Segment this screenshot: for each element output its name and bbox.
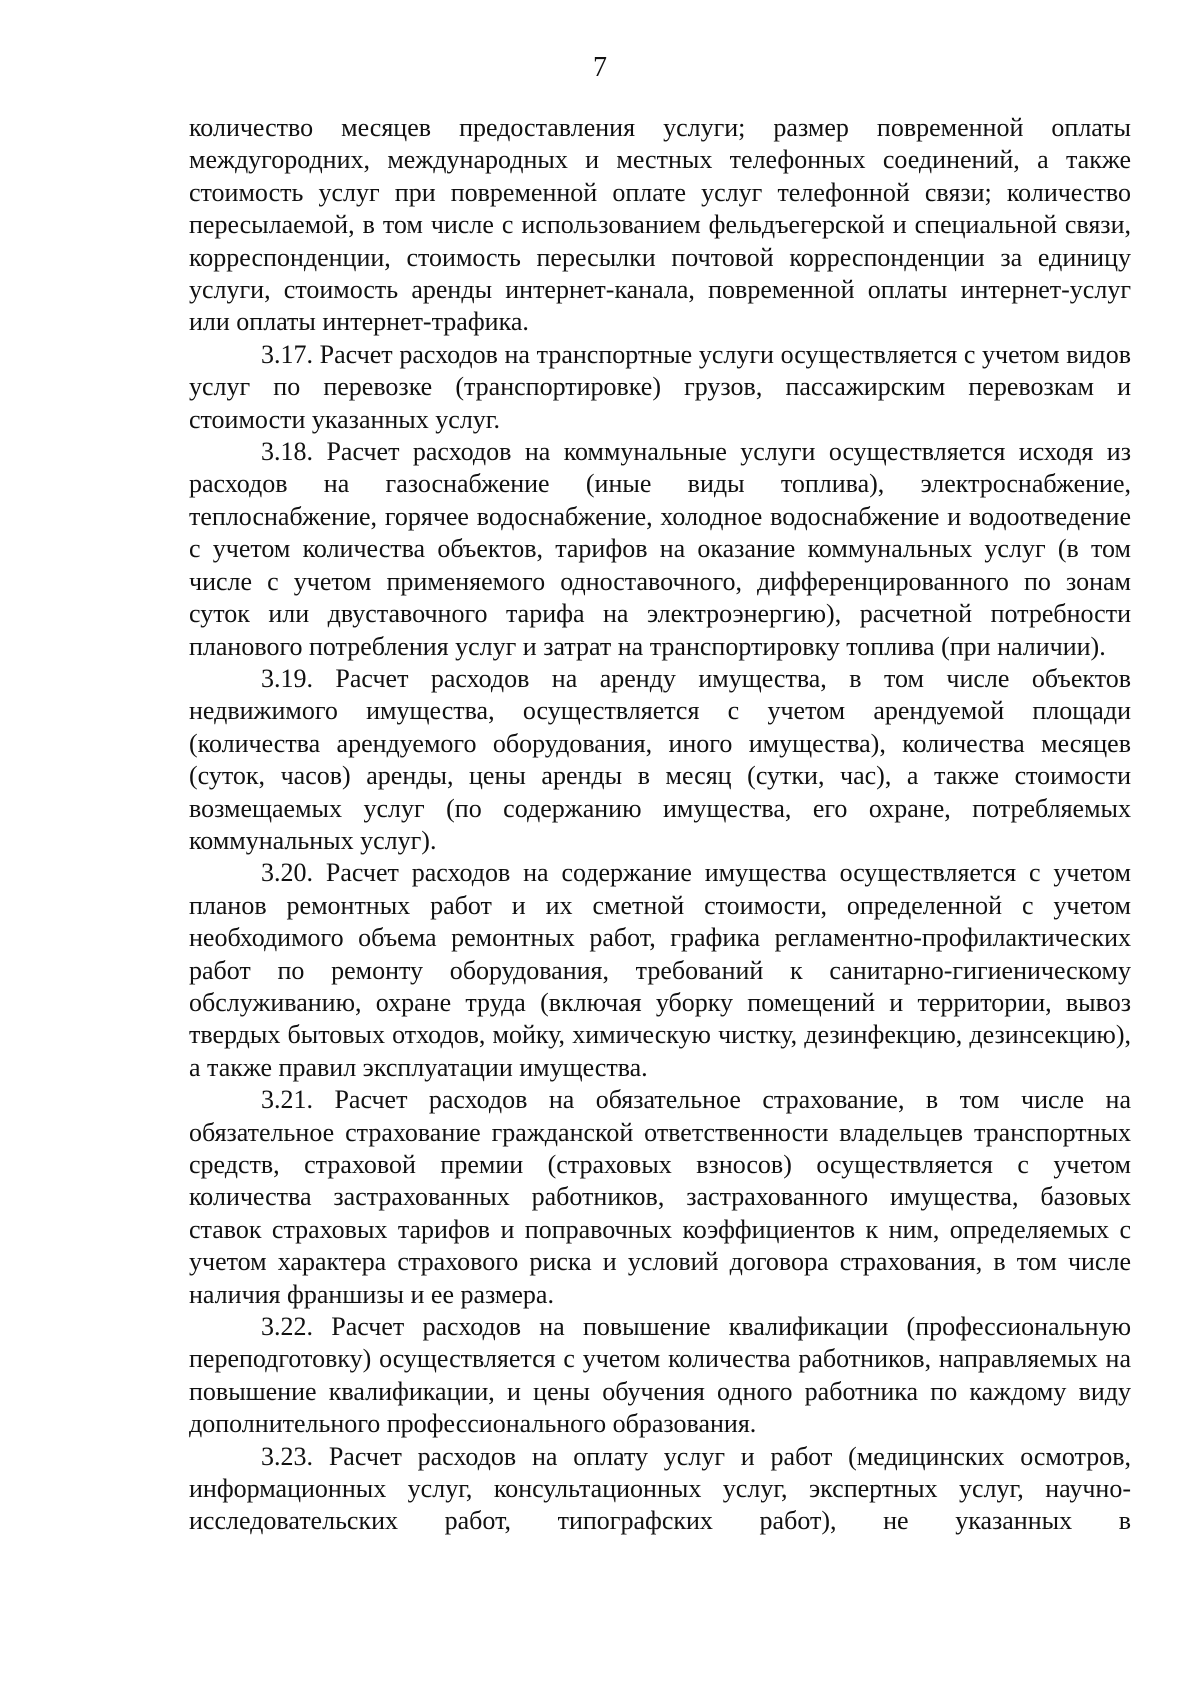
paragraph-3-21: 3.21. Расчет расходов на обязательное страхование, в том числе на обязательное страхование гражданской ответственности владельцев транспортных средств, страховой премии (страховых взносов) осуществляется с учетом количества застрахованных работников, застрахованного имущества, базовых ставок страховых тарифов и поправочных коэффициентов к ним, определяемых с учетом характера страхового риска и условий договора страхования, в том числе наличия франшизы и ее размера. — [189, 1085, 1131, 1309]
page-number: 7 — [593, 52, 607, 83]
paragraph-3-22: 3.22. Расчет расходов на повышение квалификации (профессиональную переподготовку) осуществляется с учетом количества работников, направляемых на повышение квалификации, и цены обучения одного работника по каждому виду дополнительного профессионального образования. — [189, 1312, 1131, 1439]
document-body — [189, 112, 1131, 1538]
paragraph-3-19: 3.19. Расчет расходов на аренду имущества, в том числе объектов недвижимого имущества, осуществляется с учетом арендуемой площади (количества арендуемого оборудования, иного имущества), количества месяцев (суток, часов) аренды, цены аренды в месяц (сутки, час), а также стоимости возмещаемых услуг (по содержанию имущества, его охране, потребляемых коммунальных услуг). — [189, 663, 1131, 855]
paragraph-continuation: количество месяцев предоставления услуги; размер повременной оплаты междугородних, международных и местных телефонных соединений, а также стоимость услуг при повременной оплате услуг телефонной связи; количество пересылаемой, в том числе с использованием фельдъегерской и специальной связи, корреспонденции, стоимость пересылки почтовой корреспонденции за единицу услуги, стоимость аренды интернет-канала, повременной оплаты интернет-услуг или оплаты интернет-трафика. — [189, 113, 1131, 337]
paragraph-3-23: 3.23. Расчет расходов на оплату услуг и работ (медицинских осмотров, информационных услуг, консультационных услуг, экспертных услуг, научно-исследовательских работ, типографских работ), не указанных в — [189, 1441, 1131, 1536]
paragraph-3-18: 3.18. Расчет расходов на коммунальные услуги осуществляется исходя из расходов на газоснабжение (иные виды топлива), электроснабжение, теплоснабжение, горячее водоснабжение, холодное водоснабжение и водоотведение с учетом количества объектов, тарифов на оказание коммунальных услуг (в том числе с учетом применяемого одноставочного, дифференцированного по зонам суток или двуставочного тарифа на электроэнергию), расчетной потребности планового потребления услуг и затрат на транспортировку топлива (при наличии). — [189, 437, 1131, 661]
paragraph-3-20: 3.20. Расчет расходов на содержание имущества осуществляется с учетом планов ремонтных работ и их сметной стоимости, определенной с учетом необходимого объема ремонтных работ, графика регламентно-профилактических работ по ремонту оборудования, требований к санитарно-гигиеническому обслуживанию, охране труда (включая уборку помещений и территории, вывоз твердых бытовых отходов, мойку, химическую чистку, дезинфекцию, дезинсекцию), а также правил эксплуатации имущества. — [189, 858, 1131, 1082]
paragraph-3-17: 3.17. Расчет расходов на транспортные услуги осуществляется с учетом видов услуг по перевозке (транспортировке) грузов, пассажирским перевозкам и стоимости указанных услуг. — [189, 339, 1131, 434]
